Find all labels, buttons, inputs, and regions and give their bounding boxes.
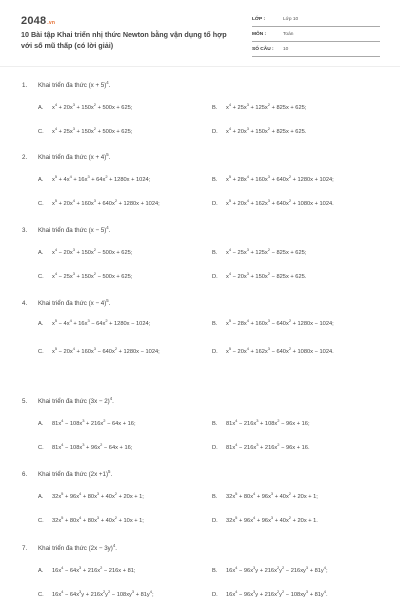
question-number: 3. [22,227,28,234]
option-label: D. [212,445,218,451]
option-text: $32x^5 + 96x^4 + 96x^3 + 40x^2 + 20x + 1$. [226,515,318,524]
question-text: Khai triển đa thức $(x - 4)^5$. [38,297,111,307]
logo-suffix: .vn [47,20,56,26]
option-label: A. [38,105,44,111]
option-label: A. [38,177,44,183]
option-label: B. [212,568,218,574]
option-text: $81x^4 - 216x^3 + 108x^2 - 96x + 16$; [226,418,310,427]
option-text: $x^5 - 4x^4 + 16x^3 - 64x^2 + 1280x - 1024$; [52,318,151,327]
meta-value: Toán [283,32,294,37]
question-number: 1. [22,82,28,89]
option-label: B. [212,421,218,427]
option-label: A. [38,568,44,574]
question-item [22,79,392,142]
meta-value: Lớp 10 [283,17,299,22]
question-item [22,468,392,531]
option-label: C. [38,274,44,280]
question-text: Khai triển đa thức $(x - 5)^4$. [38,224,111,234]
option-label: A. [38,321,44,327]
document-header [0,0,400,66]
option-text: $x^5 + 20x^4 + 162x^3 + 640x^2 + 1080x + 1024$. [226,198,334,207]
question-item [22,542,392,605]
option-text: $16x^4 - 96x^3y + 216x^2y^2 - 108xy^3 + 81y^4$. [226,589,328,598]
logo-text: 2048 [21,15,47,27]
option-label: D. [212,349,218,355]
option-label: D. [212,592,218,598]
option-text: $16x^4 - 64x^3 + 216x^2 - 216x + 81$; [52,565,136,574]
question-number: 7. [22,545,28,552]
question-number: 6. [22,471,28,478]
question-item [22,395,392,458]
question-text: Khai triển đa thức $(3x - 2)^4$. [38,395,114,405]
question-item [22,151,392,214]
meta-row-class [252,14,380,27]
option-text: $81x^4 - 108x^3 + 96x^2 - 64x + 16$; [52,442,133,451]
option-label: A. [38,421,44,427]
option-text: $x^4 + 25x^3 + 150x^2 + 500x + 625$; [52,126,133,135]
option-text: $x^4 - 25x^3 + 150x^2 - 500x + 625$; [52,271,133,280]
meta-row-subject [252,29,380,42]
question-text: Khai triển đa thức $(2x +1)^5$. [38,468,113,478]
question-item [22,224,392,287]
option-text: $16x^4 - 64x^3y + 216x^2y^2 - 108xy^3 + 81y^4$; [52,589,154,598]
site-logo[interactable] [21,15,55,27]
option-text: $x^4 + 25x^3 + 125x^2 + 825x + 625$; [226,102,307,111]
option-text: $x^5 - 20x^4 + 160x^3 - 640x^2 + 1280x - 1024$; [52,346,160,355]
question-number: 2. [22,154,28,161]
option-text: $x^5 + 28x^4 + 160x^3 + 640x^2 + 1280x + 1024$; [226,174,334,183]
question-item [22,297,392,360]
option-label: C. [38,201,44,207]
option-label: C. [38,518,44,524]
option-text: $x^5 - 20x^4 + 162x^3 - 640x^2 + 1080x - 1024$. [226,346,334,355]
meta-label: LỚP : [252,17,266,22]
option-text: $x^4 - 25x^3 + 125x^2 - 825x + 625$; [226,247,307,256]
header-divider [0,66,400,67]
option-label: B. [212,250,218,256]
option-label: D. [212,201,218,207]
option-text: $x^4 - 20x^3 + 150x^2 - 500x + 625$; [52,247,133,256]
option-label: C. [38,592,44,598]
option-label: C. [38,349,44,355]
option-text: $x^5 - 28x^4 + 160x^3 - 640x^2 + 1280x - 1024$; [226,318,334,327]
option-text: $16x^4 - 96x^3y + 216x^2y^2 - 216xy^3 + 81y^4$; [226,565,328,574]
question-text: Khai triển đa thức $(x + 5)^4$. [38,79,111,89]
option-text: $x^5 + 20x^4 + 160x^3 + 640x^2 + 1280x + 1024$; [52,198,160,207]
option-label: A. [38,250,44,256]
option-text: $x^4 + 20x^3 + 150x^2 + 825x + 625$. [226,126,307,135]
option-text: $32x^5 + 80x^4 + 80x^3 + 40x^2 + 10x + 1$; [52,515,144,524]
question-text: Khai triển đa thức $(x + 4)^5$. [38,151,111,161]
option-text: $81x^4 - 216x^3 + 216x^2 - 96x + 16$. [226,442,310,451]
option-text: $x^4 - 20x^3 + 150x^2 - 825x + 625$. [226,271,307,280]
question-number: 5. [22,398,28,405]
option-label: B. [212,177,218,183]
option-label: C. [38,445,44,451]
option-text: $32x^5 + 80x^4 + 96x^3 + 40x^2 + 20x + 1$; [226,491,318,500]
option-label: A. [38,494,44,500]
option-text: $x^5 + 4x^4 + 16x^3 + 64x^2 + 1280x + 1024$; [52,174,151,183]
option-label: B. [212,494,218,500]
option-label: D. [212,129,218,135]
option-text: $81x^4 - 108x^3 + 216x^2 - 64x + 16$; [52,418,136,427]
option-text: $32x^5 + 96x^4 + 80x^3 + 40x^2 + 20x + 1$; [52,491,144,500]
option-label: C. [38,129,44,135]
meta-row-count [252,44,380,57]
question-number: 4. [22,300,28,307]
option-label: D. [212,518,218,524]
meta-value: 10 [283,47,289,52]
option-label: B. [212,105,218,111]
document-title: 10 Bài tập Khai triển nhị thức Newton bằng vận dụng tổ hợp với số mũ thấp (có lời giải) [21,30,227,50]
option-text: $x^4 + 20x^3 + 150x^2 + 500x + 625$; [52,102,133,111]
option-label: B. [212,321,218,327]
meta-label: MÔN : [252,32,267,37]
option-label: D. [212,274,218,280]
meta-label: SỐ CÂU : [252,47,274,52]
question-text: Khai triển đa thức $(2x - 3y)^4$. [38,542,117,552]
